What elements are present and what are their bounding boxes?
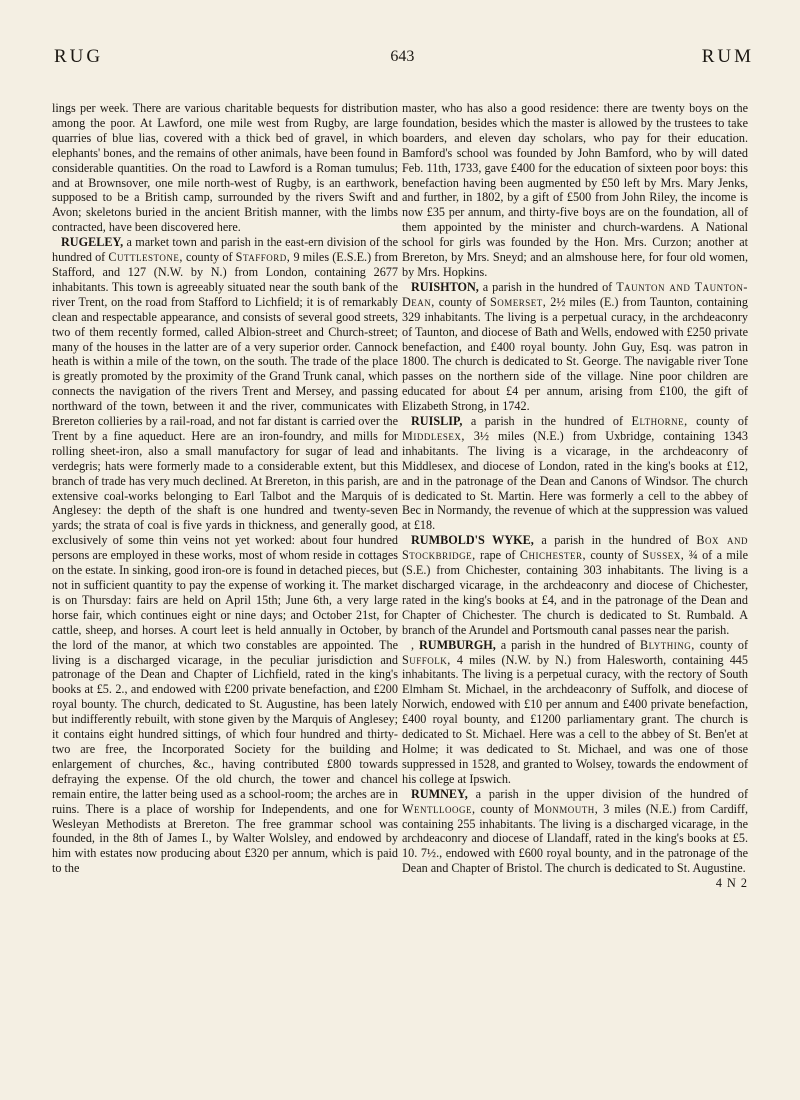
entry-headword: RUMBURGH,	[418, 637, 496, 652]
county-name: Suffolk,	[402, 652, 451, 667]
entry-rumburgh: , RUMBURGH, a parish in the hundred of Blything, county of Suffolk, 4 miles (N.W. by N.) from Halesworth, containing 445 inhabitants. The living is a perpetual curacy, with the rectory of South Elmham St. Michael, in the archdeaconry of Suffolk, and diocese of Norwich, endowed with £10 per annum and £400 private benefaction, £400 royal bounty, and £1200 parliamentary grant. The church is dedicated to St. Michael. Here was a cell to the abbey of St. Ben'et at Holme; it was dedicated to St. Michael, and was one of those suppressed in 1528, and granted to Wolsey, towards the endowment of his college at Ipswich.	[402, 637, 749, 786]
entry-headword: RUMNEY,	[411, 786, 468, 801]
running-header	[54, 44, 754, 70]
rape-name: Chichester,	[519, 548, 587, 563]
entry-headword: RUGELEY,	[61, 235, 124, 250]
hundred-name: Box and Stockbridge,	[402, 533, 749, 563]
entry-rumney: RUMNEY, a parish in the upper division of the hundred of Wentllooge, county of Monmouth, 3 miles (N.E.) from Cardiff, containing 255 inhabitants. The living is a discharged vicarage, in the archdeaconry and diocese of Llandaff, rated in the king's books at £5. 10. 7½., endowed with £600 royal bounty, and in the patronage of the Dean and Chapter of Bristol. The church is dedicated to St. Augustine.	[402, 786, 749, 876]
header-left-catchword: RUG	[54, 46, 104, 67]
hundred-name: Cuttlestone,	[108, 250, 183, 265]
entry-headword: RUISLIP,	[411, 414, 463, 429]
hundred-name: Taunton and Taunton-Dean,	[402, 279, 748, 309]
entry-ruishton: RUISHTON, a parish in the hundred of Taunton and Taunton-Dean, county of Somerset, 2½ miles (E.) from Taunton, containing 329 inhabitants. The living is a perpetual curacy, in the archdeaconry of Taunton, and diocese of Bath and Wells, endowed with £250 private benefaction, and £400 royal bounty. John Guy, Esq. was patron in 1800. The church is dedicated to St. George. The navigable river Tone passes on the northern side of the village. Nine poor children are educated for about £4 per annum, arising from £100, the gift of Elizabeth Strong, in 1742.	[402, 279, 748, 414]
continued-paragraph: master, who has also a good residence: there are twenty boys on the foundation, besides which the master is allowed by the trustees to take boarders, and eleven day scholars, who pay for their education. Bamford's school was founded by John Bamford, who by will dated Feb. 11th, 1733, gave £400 for the education of sixteen poor boys: this benefaction having been augmented by £50 left by Mrs. Mary Jenks, and further, in 1802, by a gift of £500 from John Riley, the income is now £35 per annum, and thirty-five boys are on the foundation, all of them appointed by the minister and church-wardens. A National school for girls was founded by the Hon. Mrs. Curzon; another at Brereton, by Mrs. Sneyd; and an almshouse here, for four old women, by Mrs. Hopkins.	[402, 101, 748, 279]
continued-paragraph: lings per week. There are various charitable bequests for distribution among the poor. At Lawford, one mile west from Rugby, are large quarries of blue lias, covered with a thick bed of gravel, in which elephants' bones, and the remains of other animals, have been found in considerable quantities. On the road to Lawford is a Roman tumulus; and at Brownsover, one mile north-west of Rugby, is an earthwork, supposed to be a British camp, surrounded by the rivers Swift and Avon; skeletons buried in the ancient British manner, with the limbs contracted, have been discovered here.	[52, 101, 398, 235]
county-name: Stafford,	[235, 250, 291, 265]
county-name: Somerset,	[490, 294, 547, 309]
entry-headword: RUMBOLD'S WYKE,	[411, 533, 534, 548]
hundred-name: Blything,	[640, 637, 695, 652]
signature-mark: 4 N 2	[715, 876, 748, 891]
county-name: Sussex,	[642, 548, 685, 563]
entry-ruislip: RUISLIP, a parish in the hundred of Elthorne, county of Middlesex, 3½ miles (N.E.) from Uxbridge, containing 1343 inhabitants. The living is a vicarage, in the archdeaconry of Middlesex, and diocese of London, rated in the king's books at £12, and in the patronage of the Dean and Canons of Windsor. The church is dedicated to St. Martin. Here was formerly a cell to the abbey of Bec in Normandy, the revenue of which at the suppression was valued at £18.	[402, 414, 749, 533]
left-column	[52, 101, 398, 876]
page-number: 643	[390, 48, 415, 65]
entry-rugeley: RUGELEY, a market town and parish in the east-ern division of the hundred of Cuttlestone, county of Stafford, 9 miles (E.S.E.) from Stafford, and 127 (N.W. by N.) from London, containing 2677 inhabitants. This town is agreeably situated near the south bank of the river Trent, on the road from Stafford to Lichfield; it is of remarkably clean and respectable appearance, and consists of several good streets, two of them recently formed, called Albion-street and Church-street; many of the houses in the latter are of a very superior order. Cannock heath is within a mile of the town, on the south. The trade of the place is greatly promoted by the proximity of the Grand Trunk canal, which connects the navigation of the rivers Trent and Mersey, and passing northward of the town, between it and the river, communicates with Brereton collieries by a rail-road, and not far distant is carried over the Trent by a fine aqueduct. Here are an iron-foundry, and mills for rolling sheet-iron, also a small manufactory for sugar of lead and verdegris; hats were formerly made to a considerable extent, but this branch of trade has very much declined. At Brereton, in this parish, are extensive coal-works belonging to Earl Talbot and the Marquis of Anglesey: the depth of the shaft is one hundred and twenty-seven yards; the strata of coal is five yards in thickness, and generally good, exclusively of some thin veins not yet worked: about four hundred persons are employed in these works, most of whom reside in cottages on the estate. In sinking, good iron-ore is found in detached pieces, but not in sufficient quantity to pay the expense of working it. The market is on Thursday: fairs are held on April 15th; June 6th, a very large horse fair, which continues eight or nine days; and October 21st, for cattle, sheep, and horses. A court leet is held annually in October, by the lord of the manor, at which two constables are appointed. The living is a discharged vicarage, in the peculiar jurisdiction and patronage of the Dean and Chapter of Lichfield, rated in the king's books at £5. 2., and endowed with £200 private benefaction, and £200 royal bounty. The church, dedicated to St. Augustine, has been lately but indifferently rebuilt, with stone given by the Marquis of Anglesey; it contains eight hundred sittings, of which four hundred and thirty-two are free, the Incorporated Society for the building and enlargement of churches, &c., having contributed £800 towards defraying the expense. Of the old church, the tower and chancel remain entire, the latter being used as a school-room; the arches are in ruins. There is a place of worship for Independents, and one for Wesleyan Methodists at Brereton. The free grammar school was founded, in the 8th of James I., by Walter Wolsley, and endowed by him with estates now producing about £320 per annum, which is paid to the	[52, 235, 398, 876]
right-column	[402, 101, 748, 891]
header-right-catchword: RUM	[701, 46, 754, 67]
hundred-name: Elthorne,	[631, 414, 688, 429]
entry-rumbolds-wyke: RUMBOLD'S WYKE, a parish in the hundred of Box and Stockbridge, rape of Chichester, county of Sussex, ¾ of a mile (S.E.) from Chichester, containing 303 inhabitants. The living is a discharged vicarage, in the archdeaconry and diocese of Chichester, rated in the king's books at £4, and in the patronage of the Dean and Chapter of Chichester. The church is dedicated to St. Rumbald. A branch of the Arundel and Portsmouth canal passes near the parish.	[402, 533, 749, 637]
hundred-name: Wentllooge,	[402, 801, 476, 816]
county-name: Monmouth,	[533, 801, 599, 816]
county-name: Middlesex,	[402, 428, 465, 443]
entry-headword: RUISHTON,	[411, 279, 479, 294]
